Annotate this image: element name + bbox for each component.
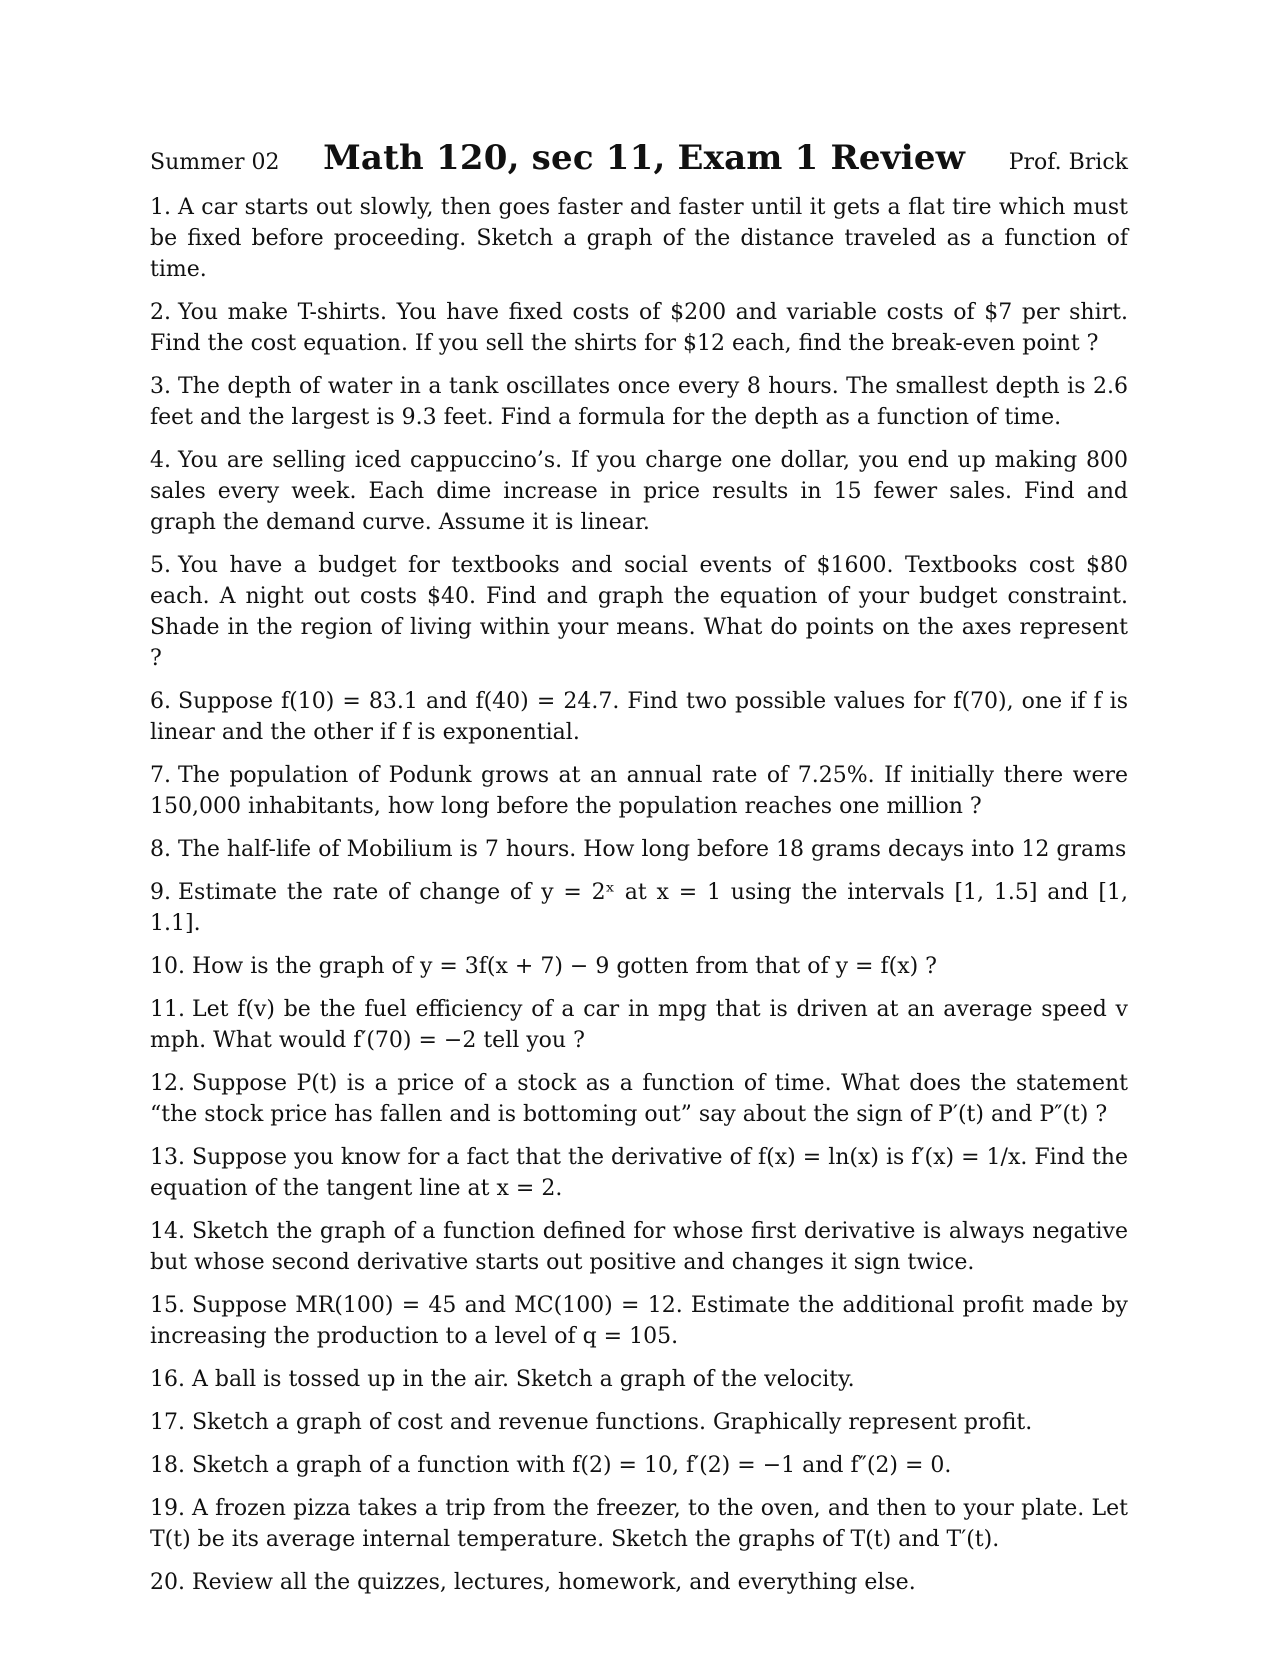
problem-text: Suppose you know for a fact that the derivative of f(x) = ln(x) is f′(x) = 1/x. Find the equation of the tangent line at x = 2. xyxy=(150,1145,1128,1201)
problem-18 xyxy=(150,1450,1128,1481)
problem-number: 18. xyxy=(150,1453,185,1478)
problem-number: 8. xyxy=(150,837,171,862)
problem-text: A ball is tossed up in the air. Sketch a graph of the velocity. xyxy=(192,1367,855,1392)
problem-text: Let f(v) be the fuel efficiency of a car in mpg that is driven at an average speed v mph. What would f′(70) = −2 tell you ? xyxy=(150,997,1128,1053)
problem-3 xyxy=(150,371,1128,433)
problem-6 xyxy=(150,686,1128,748)
problem-text: Suppose P(t) is a price of a stock as a function of time. What does the statement “the stock price has fallen and is bottoming out” say about the sign of P′(t) and P″(t) ? xyxy=(150,1071,1128,1127)
problem-20 xyxy=(150,1567,1128,1598)
problem-13 xyxy=(150,1142,1128,1204)
problem-text: Sketch the graph of a function defined for whose first derivative is always negative but whose second derivative starts out positive and changes it sign twice. xyxy=(150,1219,1128,1275)
problem-12 xyxy=(150,1068,1128,1130)
problem-9 xyxy=(150,877,1128,939)
problem-text: A car starts out slowly, then goes faster and faster until it gets a flat tire which must be fixed before proceeding. Sketch a graph of the distance traveled as a function of time. xyxy=(150,195,1128,282)
problem-1 xyxy=(150,192,1128,285)
problem-4 xyxy=(150,445,1128,538)
problem-11 xyxy=(150,994,1128,1056)
problem-text: The population of Podunk grows at an annual rate of 7.25%. If initially there were 150,000 inhabitants, how long before the population reaches one million ? xyxy=(150,763,1128,819)
problem-text: Estimate the rate of change of y = 2ˣ at x = 1 using the intervals [1, 1.5] and [1, 1.1]. xyxy=(150,880,1128,936)
problem-7 xyxy=(150,760,1128,822)
problem-number: 20. xyxy=(150,1570,185,1595)
problem-14 xyxy=(150,1216,1128,1278)
problem-number: 3. xyxy=(150,374,171,399)
problem-number: 10. xyxy=(150,954,185,979)
problem-10 xyxy=(150,951,1128,982)
problem-number: 14. xyxy=(150,1219,185,1244)
problem-number: 5. xyxy=(150,553,171,578)
problem-number: 13. xyxy=(150,1145,185,1170)
problem-number: 2. xyxy=(150,300,171,325)
problem-number: 1. xyxy=(150,195,171,220)
problem-number: 16. xyxy=(150,1367,185,1392)
problem-text: The half-life of Mobilium is 7 hours. How long before 18 grams decays into 12 grams xyxy=(178,837,1127,862)
problem-text: Review all the quizzes, lectures, homework, and everything else. xyxy=(192,1570,916,1595)
problem-text: The depth of water in a tank oscillates once every 8 hours. The smallest depth is 2.6 feet and the largest is 9.3 feet. Find a formula for the depth as a function of time. xyxy=(150,374,1128,430)
problem-2 xyxy=(150,297,1128,359)
problem-number: 19. xyxy=(150,1496,185,1521)
problem-5 xyxy=(150,550,1128,674)
term-label: Summer 02 xyxy=(150,150,280,175)
problem-number: 7. xyxy=(150,763,171,788)
problem-16 xyxy=(150,1364,1128,1395)
problem-text: How is the graph of y = 3f(x + 7) − 9 gotten from that of y = f(x) ? xyxy=(192,954,937,979)
page-title: Math 120, sec 11, Exam 1 Review xyxy=(323,138,966,178)
problem-text: You are selling iced cappuccino’s. If you charge one dollar, you end up making 800 sales every week. Each dime increase in price results in 15 fewer sales. Find and graph the demand curve. Assume it is linear. xyxy=(150,448,1128,535)
problem-number: 12. xyxy=(150,1071,185,1096)
problem-number: 9. xyxy=(150,880,171,905)
problem-text: You have a budget for textbooks and social events of $1600. Textbooks cost $80 each. A night out costs $40. Find and graph the equation of your budget constraint. Shade in the region of living within your means. What do points on the axes represent ? xyxy=(150,553,1128,671)
problem-17 xyxy=(150,1407,1128,1438)
problem-list xyxy=(150,192,1128,1598)
problem-15 xyxy=(150,1290,1128,1352)
problem-text: A frozen pizza takes a trip from the freezer, to the oven, and then to your plate. Let T(t) be its average internal temperature. Sketch the graphs of T(t) and T′(t). xyxy=(150,1496,1128,1552)
problem-text: Sketch a graph of cost and revenue functions. Graphically represent profit. xyxy=(192,1410,1033,1435)
review-sheet xyxy=(150,138,1128,1610)
problem-number: 15. xyxy=(150,1293,185,1318)
problem-text: Sketch a graph of a function with f(2) = 10, f′(2) = −1 and f″(2) = 0. xyxy=(192,1453,952,1478)
instructor-label: Prof. Brick xyxy=(1008,150,1128,175)
problem-text: Suppose f(10) = 83.1 and f(40) = 24.7. Find two possible values for f(70), one if f is linear and the other if f is exponential. xyxy=(150,689,1128,745)
problem-number: 11. xyxy=(150,997,185,1022)
problem-8 xyxy=(150,834,1128,865)
problem-number: 17. xyxy=(150,1410,185,1435)
problem-text: You make T-shirts. You have fixed costs of $200 and variable costs of $7 per shirt. Find the cost equation. If you sell the shirts for $12 each, find the break-even point ? xyxy=(150,300,1128,356)
problem-number: 6. xyxy=(150,689,171,714)
problem-number: 4. xyxy=(150,448,171,473)
problem-text: Suppose MR(100) = 45 and MC(100) = 12. Estimate the additional profit made by increasing the production to a level of q = 105. xyxy=(150,1293,1128,1349)
problem-19 xyxy=(150,1493,1128,1555)
page-header xyxy=(150,138,1128,178)
